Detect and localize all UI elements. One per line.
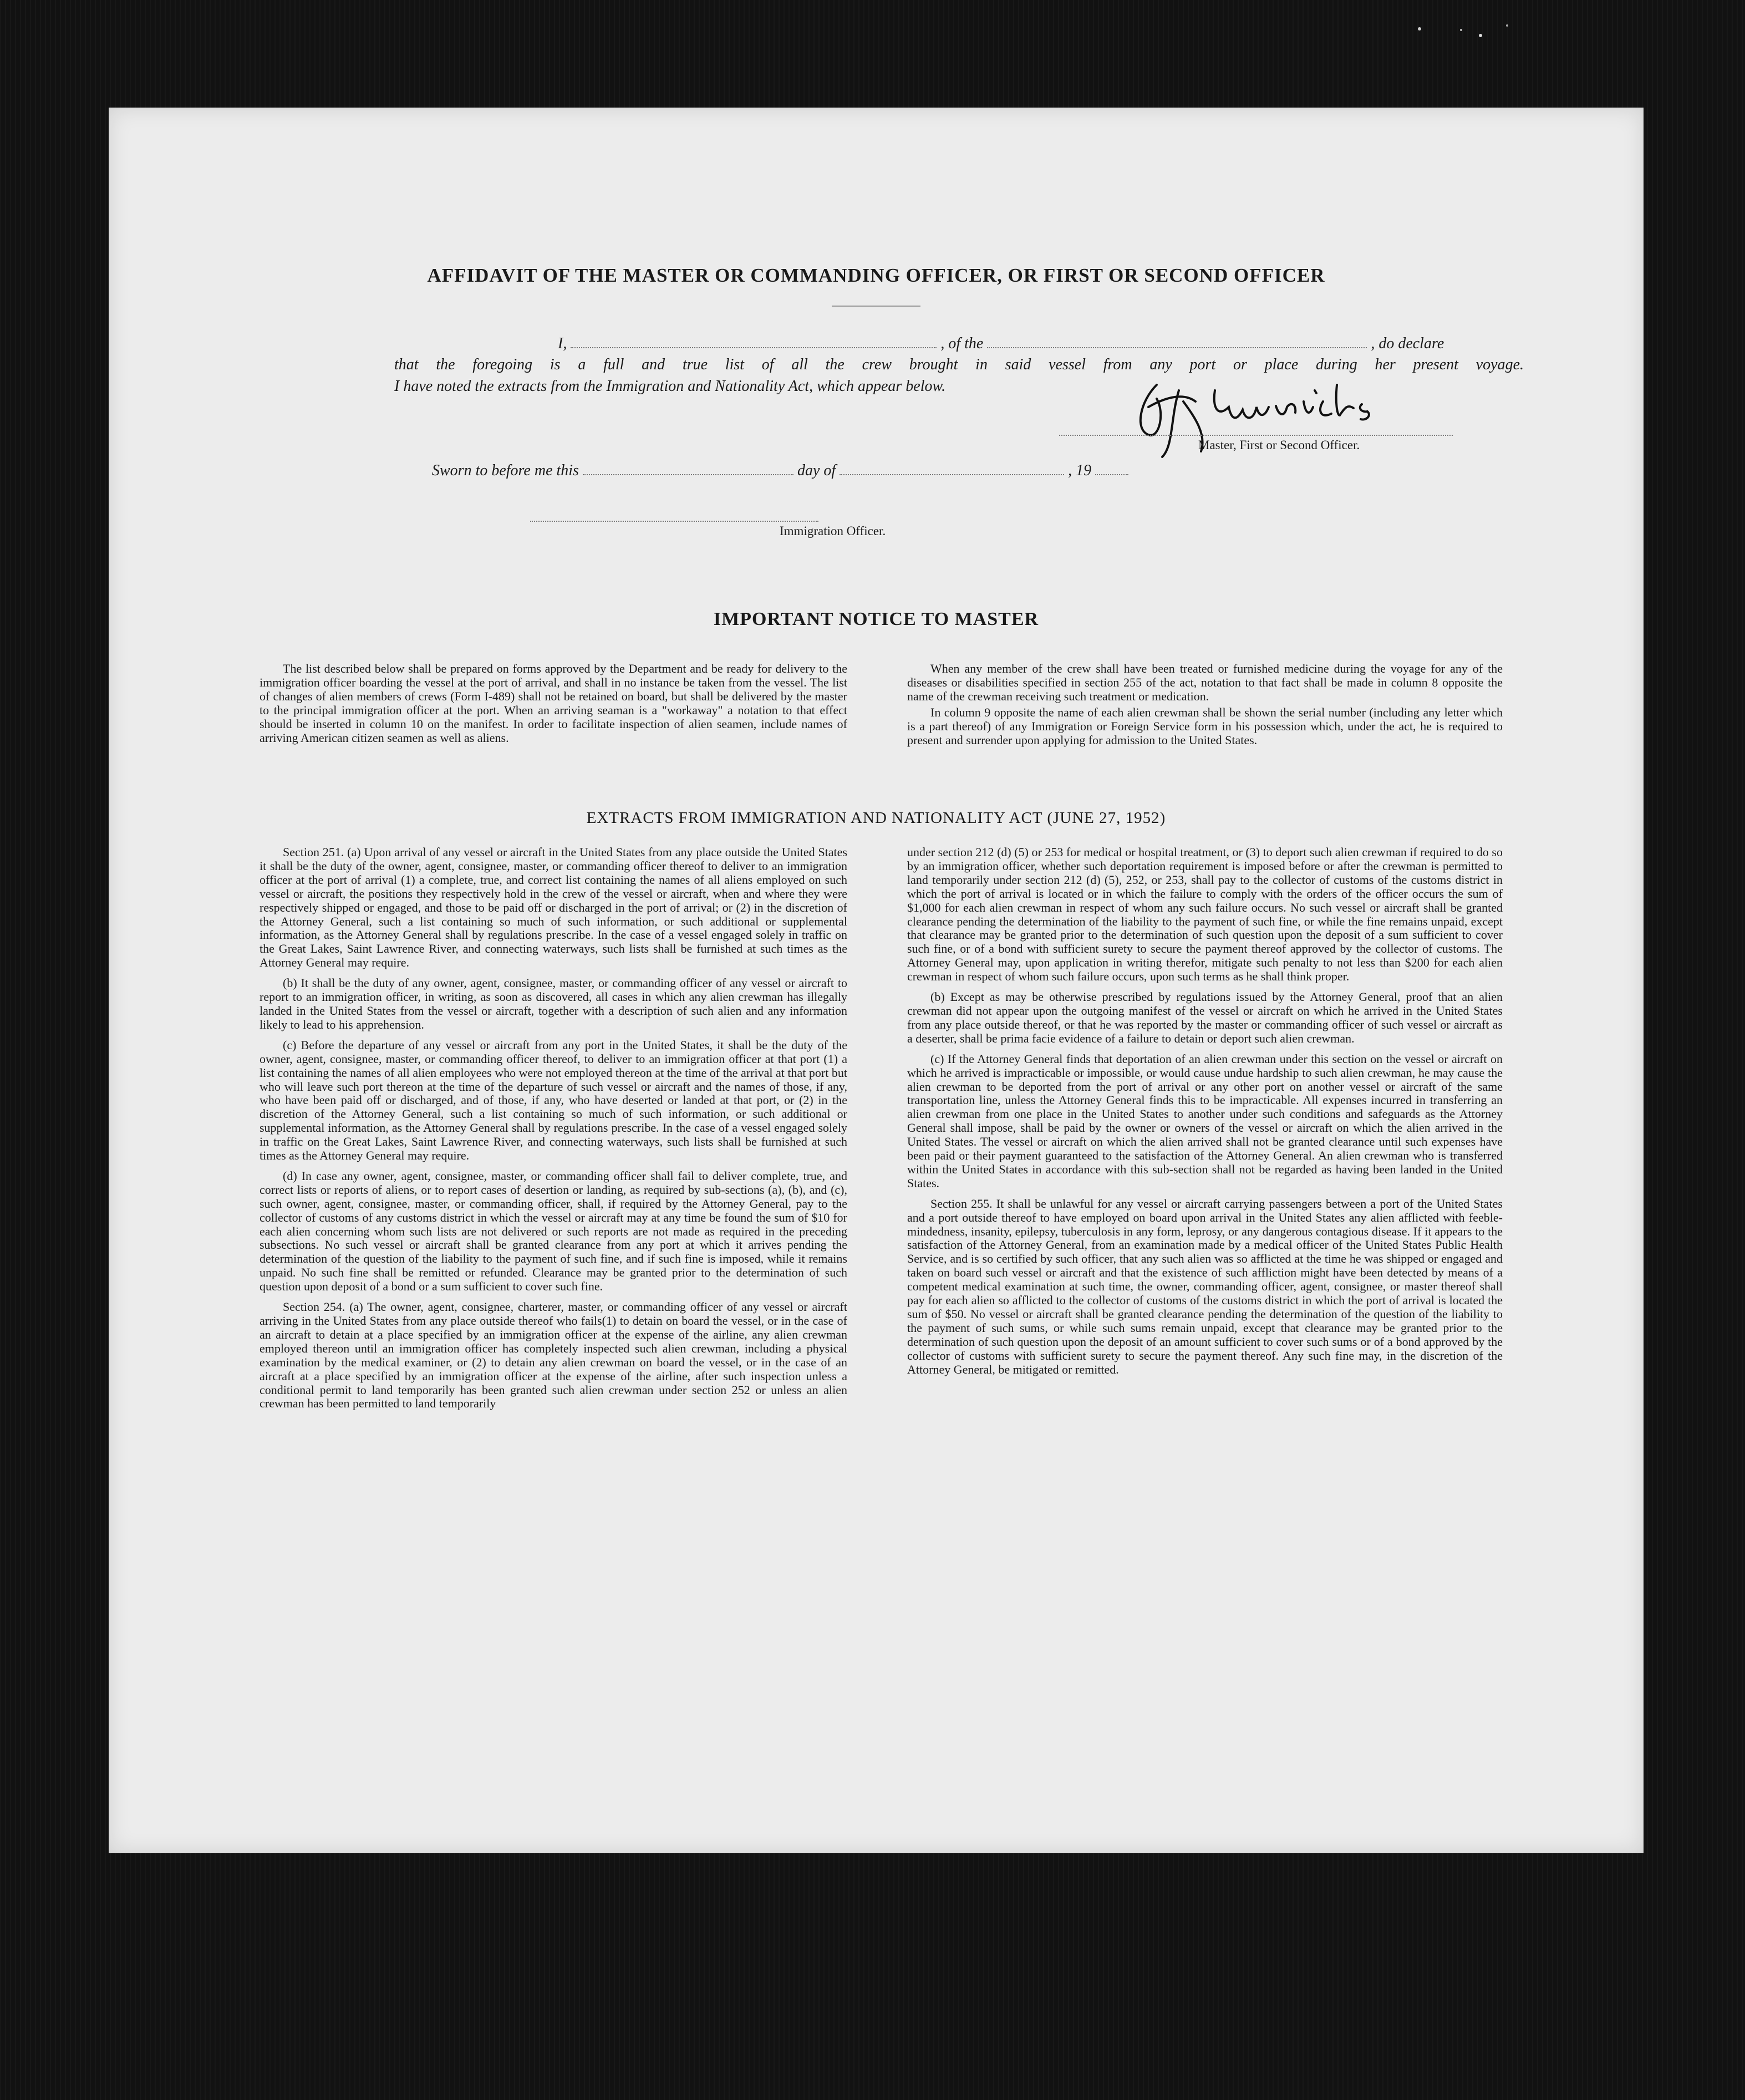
sworn-line: [432, 462, 1128, 480]
declarant-name-field[interactable]: [571, 345, 937, 348]
notice-right-paragraph: When any member of the crew shall have been treated or furnished medicine during the voyage for any of the diseases or disabilities specified in section 255 of the act, notation to that fact shall be made in column 8 opposite the name of the crewman receiving such treatment or medication.: [907, 662, 1503, 703]
vessel-name-field[interactable]: [987, 345, 1367, 348]
notice-left-paragraph: The list described below shall be prepared on forms approved by the Department and be ready for delivery to the immigration officer boarding the vessel at the port of arrival, and shall in no instance be taken from the vessel. The list of changes of alien members of crews (Form I-489) shall not be retained on board, but shall be delivered by the master to the principal immigration officer at the port. When an arriving seaman is a "workaway" a notation to that effect should be inserted in column 10 on the manifest. In order to facilitate inspection of alien seamen, include names of arriving American citizen seamen as well as aliens.: [260, 662, 847, 745]
extract-paragraph: (c) Before the departure of any vessel or aircraft from any port in the United States, it shall be the duty of the owner, agent, consignee, master, or commanding officer thereof, to deliver to an immigration officer at that port (1) a list containing the names of all alien employees who were not employed thereon at the time of the arrival at that port but who will leave such port thereon at the time of the departure of such vessel or aircraft and the names of those, if any, who have been paid off or discharged, and of those, if any, who have deserted or landed at that port, or (2) in the discretion of the Attorney General, such a list containing so much of such information, or such additional or supplemental information, as the Attorney General shall by regulations prescribe. In the case of a vessel engaged solely in traffic on the Great Lakes, Saint Lawrence River, and connecting waterways, such lists shall be furnished at such times as the Attorney General may require.: [260, 1038, 847, 1163]
extract-paragraph: Section 254. (a) The owner, agent, consignee, charterer, master, or commanding officer of any vessel or aircraft arriving in the United States from any place outside thereof who fails(1) to detain on board the vessel, or in the case of an aircraft to detain at a place specified by an immigration officer at the expense of the airline, any alien crewman employed thereon until an immigration officer has completely inspected such alien crewman, including a physical examination by the medical examiner, or (2) to detain any alien crewman on board the vessel, or in the case of an aircraft at a place specified by an immigration officer at the expense of the airline, after such inspection unless a conditional permit to land temporarily has been granted such alien crewman under section 252 or unless an alien crewman has been permitted to land temporarily: [260, 1300, 847, 1411]
extract-paragraph: Section 251. (a) Upon arrival of any vessel or aircraft in the United States from any place outside the United States it shall be the duty of the owner, agent, consignee, master, or commanding officer thereof to deliver to an immigration officer at the port of arrival (1) a complete, true, and correct list containing the names of all aliens employed on such vessel or aircraft, the positions they respectively hold in the crew of the vessel or aircraft, when and where they were respectively shipped or engaged, and those to be paid off or discharged in the port of arrival; or (2) in the discretion of the Attorney General, such a list containing so much of such information, or such additional or supplemental information, as the Attorney General shall by regulations prescribe. In the case of a vessel engaged solely in traffic on the Great Lakes, Saint Lawrence River, and connecting waterways, such lists shall be furnished at such times as the Attorney General may require.: [260, 845, 847, 970]
extracts-title: EXTRACTS FROM IMMIGRATION AND NATIONALITY ACT (JUNE 27, 1952): [586, 809, 1166, 827]
form-page: [109, 108, 1644, 1853]
signature-line: [1059, 435, 1453, 436]
vessel-label: , of the: [940, 335, 984, 352]
extract-paragraph: (b) It shall be the duty of any owner, agent, consignee, master, or commanding officer of any vessel or aircraft to report to an immigration officer, in writing, as soon as discovered, all cases in which any alien crewman has illegally landed in the United States from the vessel or aircraft, together with a description of such alien and any information likely to lead to his apprehension.: [260, 976, 847, 1031]
affidavit-title: AFFIDAVIT OF THE MASTER OR COMMANDING OFFICER, OR FIRST OR SECOND OFFICER: [427, 265, 1325, 286]
notice-right-paragraph: In column 9 opposite the name of each alien crewman shall be shown the serial number (including any letter which is a part thereof) of any Immigration or Foreign Service form in his possession which, under the act, he is required to present and surrender upon applying for admission to the United States.: [907, 705, 1503, 747]
sworn-month-field[interactable]: [840, 472, 1064, 475]
immigration-officer-line: [530, 521, 818, 522]
sworn-label: Sworn to before me this: [432, 462, 579, 479]
declaration-line-3: I have noted the extracts from the Immigration and Nationality Act, which appear below.: [394, 378, 946, 395]
extract-paragraph: under section 212 (d) (5) or 253 for medical or hospital treatment, or (3) to deport such alien crewman if required to do so by an immigration officer, whether such deportation requirement is imposed before or after the crewman is permitted to land temporarily under section 212 (d) (5), 252, or 253, shall pay to the collector of customs of the customs district in which the port of arrival is located or in which the failure to comply with the orders of the officer occurs the sum of $1,000 for each alien crewman in respect of whom any such failure occurs. No such vessel or aircraft shall be granted clearance pending the determination of the liability to the payment of such fine, or while the fine remains unpaid, except that clearance may be granted prior to the determination of such question upon the deposit of a sum sufficient to cover such fine, or of a bond with sufficient surety to secure the payment thereof approved by the collector of customs. The Attorney General may, upon application in writing therefor, mitigate such penalty to not less than $200 for each alien crewman in respect of whom such failure occurs, upon such terms as he shall think proper.: [907, 845, 1503, 984]
signature-caption: Master, First or Second Officer.: [1198, 438, 1360, 452]
extract-paragraph: (b) Except as may be otherwise prescribed by regulations issued by the Attorney General, proof that an alien crewman did not appear upon the outgoing manifest of the vessel or aircraft on which he arrived in the United States from any place outside thereof, or that he was reported by the master or commanding officer of such vessel or aircraft as a deserter, shall be prima facie evidence of a failure to detain or deport such alien crewman.: [907, 990, 1503, 1045]
sworn-year-field[interactable]: [1095, 472, 1128, 475]
title-divider: [832, 306, 920, 307]
scan-specks: [1408, 22, 1519, 55]
day-of-label: day of: [797, 462, 836, 479]
declarant-label: I,: [558, 335, 567, 352]
immigration-officer-caption: Immigration Officer.: [780, 524, 886, 538]
extracts-left-column: [260, 846, 847, 1772]
extracts-right-column: [907, 846, 1503, 1772]
sworn-day-field[interactable]: [583, 472, 793, 475]
declaration-line-2: that the foregoing is a full and true list of all the crew brought in said vessel from any port or place during her present voyage.: [394, 356, 1524, 373]
notice-right-column: [907, 662, 1503, 754]
extract-paragraph: Section 255. It shall be unlawful for any vessel or aircraft carrying passengers between a port of the United States and a port outside thereof to have employed on board upon arrival in the United States any alien afflicted with feeble-mindedness, insanity, epilepsy, tuberculosis in any form, leprosy, or any dangerous contagious disease. If it appears to the satisfaction of the Attorney General, from an examination made by a medical officer of the United States Public Health Service, and is so certified by such officer, that any such alien was so afflicted at the time he was shipped or engaged and taken on board such vessel or aircraft and that the existence of such affliction might have been detected by means of a competent medical examination at such time, the owner, commanding officer, agent, consignee, or master thereof shall pay for each alien so afflicted to the collector of customs of the customs district in which the port of arrival is located the sum of $50. No vessel or aircraft shall be granted clearance pending the determination of the question of the liability to the payment of such sums, or while such sums remain unpaid, except that clearance may be granted prior to the determination of such question upon the deposit of an amount sufficient to cover such sums or of a bond approved by the collector of customs with sufficient surety to secure the payment thereof. Any such fine may, in the discretion of the Attorney General, be mitigated or remitted.: [907, 1196, 1503, 1376]
declare-label: , do declare: [1371, 335, 1444, 352]
notice-title: IMPORTANT NOTICE TO MASTER: [713, 609, 1039, 629]
year-label: , 19: [1068, 462, 1092, 479]
extract-paragraph: (c) If the Attorney General finds that deportation of an alien crewman under this section on the vessel or aircraft on which he arrived is impracticable or impossible, or would cause undue hardship to such alien crewman, he may cause the alien crewman to be deported from the port of arrival or any other port on another vessel or aircraft of the same transportation line, unless the Attorney General finds this to be impracticable. All expenses incurred in transferring an alien crewman from one place in the United States to another under such conditions and safeguards as the Attorney General shall impose, shall be paid by the owner or owners of the vessel or aircraft on which the alien arrived in the United States. The vessel or aircraft on which the alien arrived shall not be granted clearance until such expenses have been paid or their payment guaranteed to the satisfaction of the Attorney General. An alien crewman who is transferred within the United States in accordance with this sub-section shall not be regarded as having been landed in the United States.: [907, 1051, 1503, 1190]
notice-left-column: [260, 662, 847, 751]
extract-paragraph: (d) In case any owner, agent, consignee, master, or commanding officer shall fail to deliver complete, true, and correct lists or reports of aliens, or to report cases of desertion or landing, as required by sub-sections (a), (b), and (c), such owner, agent, consignee, master, or commanding officer, shall, if required by the Attorney General, pay to the collector of customs of any customs district in which the vessel or aircraft may at any time be found the sum of $10 for each alien concerning whom such lists are not delivered or such reports are not made as required in the preceding subsections. No such vessel or aircraft shall be granted clearance from any port at which it arrives pending the determination of the question of the liability to the payment of such fine, and if such fine is imposed, while it remains unpaid. No such fine shall be remitted or refunded. Clearance may be granted prior to the determination of such question upon deposit of a bond or a sum sufficient to cover such fine.: [260, 1168, 847, 1294]
declaration-line-1: [558, 335, 1444, 353]
